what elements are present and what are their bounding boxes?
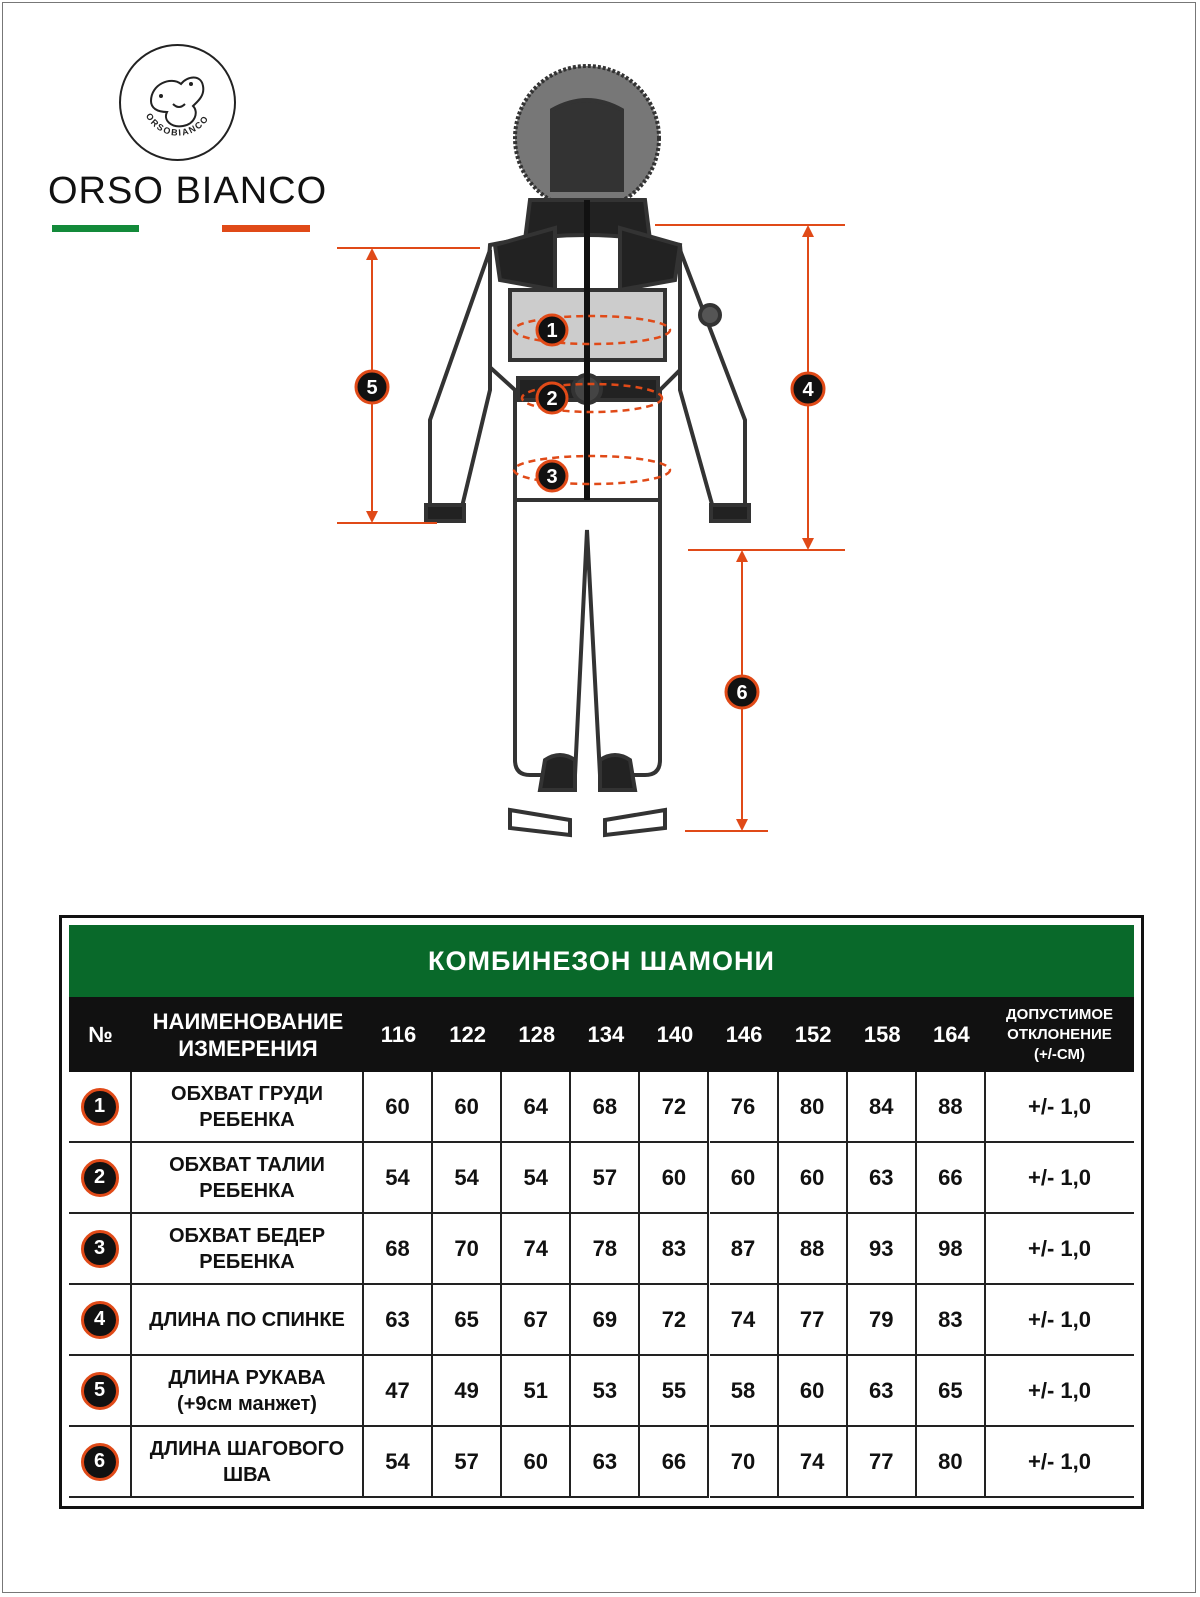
value-cell-size-164: 88 bbox=[917, 1072, 986, 1143]
value-cell-size-158: 63 bbox=[848, 1356, 917, 1427]
value-cell-size-158: 77 bbox=[848, 1427, 917, 1498]
row-number-badge: 4 bbox=[81, 1301, 119, 1339]
value-cell-size-134: 78 bbox=[571, 1214, 640, 1285]
value-cell-size-116: 60 bbox=[364, 1072, 433, 1143]
value-cell-size-122: 57 bbox=[433, 1427, 502, 1498]
header-size-140: 140 bbox=[656, 1021, 694, 1047]
row-number-badge: 5 bbox=[81, 1372, 119, 1410]
value-cell-size-164: 66 bbox=[917, 1143, 986, 1214]
value-cell-size-134: 63 bbox=[571, 1427, 640, 1498]
value-cell-size-158: 79 bbox=[848, 1285, 917, 1356]
measurement-name-cell bbox=[132, 1427, 364, 1498]
measurement-name-line1: ДЛИНА ПО СПИНКЕ bbox=[149, 1308, 345, 1331]
header-size-152: 152 bbox=[794, 1021, 832, 1047]
value-cell-size-152: 80 bbox=[779, 1072, 848, 1143]
row-number-cell bbox=[69, 1427, 132, 1498]
table-row bbox=[69, 1285, 1134, 1356]
value-cell-size-128: 51 bbox=[502, 1356, 571, 1427]
value-cell-size-140: 72 bbox=[640, 1072, 709, 1143]
measurement-name-line1: ОБХВАТ ГРУДИ bbox=[171, 1082, 323, 1105]
tolerance-cell: +/- 1,0 bbox=[985, 1285, 1134, 1356]
value-cell-size-146: 60 bbox=[710, 1143, 779, 1214]
value-cell-size-140: 60 bbox=[640, 1143, 709, 1214]
svg-text:1: 1 bbox=[546, 320, 558, 342]
value-cell-size-140: 55 bbox=[640, 1356, 709, 1427]
measurement-name-line2: РЕБЕНКА bbox=[199, 1250, 295, 1273]
value-cell-size-134: 69 bbox=[571, 1285, 640, 1356]
flag-red-stripe bbox=[222, 225, 310, 232]
value-cell-size-146: 76 bbox=[710, 1072, 779, 1143]
size-table bbox=[59, 915, 1144, 1509]
tolerance-cell: +/- 1,0 bbox=[985, 1072, 1134, 1143]
measurement-name-line1: ОБХВАТ ТАЛИИ bbox=[169, 1153, 325, 1176]
value-cell-size-158: 63 bbox=[848, 1143, 917, 1214]
value-cell-size-128: 60 bbox=[502, 1427, 571, 1498]
row-number-cell bbox=[69, 1072, 132, 1143]
marker-5 bbox=[356, 371, 388, 403]
header-num: № bbox=[88, 1021, 113, 1047]
header-tolerance bbox=[985, 997, 1134, 1072]
measurement-name-line2: (+9см манжет) bbox=[177, 1392, 317, 1415]
row-number-badge: 1 bbox=[81, 1088, 119, 1126]
value-cell-size-116: 63 bbox=[364, 1285, 433, 1356]
header-tol-line3: (+/-СМ) bbox=[1033, 1045, 1086, 1063]
polar-bear-icon bbox=[121, 46, 234, 159]
table-row bbox=[69, 1143, 1134, 1214]
marker-1 bbox=[537, 315, 567, 345]
value-cell-size-134: 53 bbox=[571, 1356, 640, 1427]
brand-name: ORSO BIANCO bbox=[48, 170, 328, 212]
value-cell-size-164: 98 bbox=[917, 1214, 986, 1285]
value-cell-size-140: 72 bbox=[640, 1285, 709, 1356]
header-size-122: 122 bbox=[449, 1021, 486, 1047]
tolerance-cell: +/- 1,0 bbox=[985, 1214, 1134, 1285]
header-name-line2: ИЗМЕРЕНИЯ bbox=[178, 1035, 318, 1061]
value-cell-size-116: 68 bbox=[364, 1214, 433, 1285]
value-cell-size-134: 57 bbox=[571, 1143, 640, 1214]
logo-arc-text: ORSOBIANCO bbox=[143, 111, 211, 138]
svg-text:ORSOBIANCO bbox=[144, 111, 211, 137]
value-cell-size-122: 65 bbox=[433, 1285, 502, 1356]
table-row bbox=[69, 1356, 1134, 1427]
value-cell-size-146: 58 bbox=[710, 1356, 779, 1427]
value-cell-size-146: 87 bbox=[710, 1214, 779, 1285]
value-cell-size-146: 70 bbox=[710, 1427, 779, 1498]
measurement-name-cell bbox=[132, 1285, 364, 1356]
measurement-name-cell bbox=[132, 1356, 364, 1427]
measurement-name-cell bbox=[132, 1072, 364, 1143]
tolerance-cell: +/- 1,0 bbox=[985, 1356, 1134, 1427]
row-number-cell bbox=[69, 1356, 132, 1427]
value-cell-size-122: 54 bbox=[433, 1143, 502, 1214]
measurement-name-line1: ДЛИНА ШАГОВОГО bbox=[149, 1437, 345, 1460]
value-cell-size-128: 67 bbox=[502, 1285, 571, 1356]
header-name-line1: НАИМЕНОВАНИЕ bbox=[152, 1008, 344, 1034]
header-size-134: 134 bbox=[587, 1021, 625, 1047]
marker-6 bbox=[726, 676, 758, 708]
value-cell-size-134: 68 bbox=[571, 1072, 640, 1143]
measurement-name-line1: ОБХВАТ БЕДЕР bbox=[168, 1224, 326, 1247]
value-cell-size-152: 74 bbox=[779, 1427, 848, 1498]
row-number-badge: 3 bbox=[81, 1230, 119, 1268]
header-size-128: 128 bbox=[518, 1021, 556, 1047]
value-cell-size-128: 74 bbox=[502, 1214, 571, 1285]
tolerance-cell: +/- 1,0 bbox=[985, 1427, 1134, 1498]
marker-2 bbox=[537, 383, 567, 413]
brand-logo bbox=[119, 44, 236, 161]
garment-drawing bbox=[426, 66, 749, 835]
value-cell-size-146: 74 bbox=[710, 1285, 779, 1356]
value-cell-size-128: 64 bbox=[502, 1072, 571, 1143]
value-cell-size-122: 60 bbox=[433, 1072, 502, 1143]
value-cell-size-164: 80 bbox=[917, 1427, 986, 1498]
value-cell-size-116: 47 bbox=[364, 1356, 433, 1427]
header-name bbox=[132, 997, 364, 1072]
row-number-cell bbox=[69, 1143, 132, 1214]
measurement-name-cell bbox=[132, 1143, 364, 1214]
value-cell-size-158: 93 bbox=[848, 1214, 917, 1285]
value-cell-size-140: 83 bbox=[640, 1214, 709, 1285]
marker-3 bbox=[537, 461, 567, 491]
header-tol-line1: ДОПУСТИМОЕ bbox=[1005, 1005, 1114, 1023]
row-number-cell bbox=[69, 1214, 132, 1285]
header-size-146: 146 bbox=[725, 1021, 763, 1047]
svg-text:2: 2 bbox=[546, 388, 558, 410]
measurement-name-line1: ДЛИНА РУКАВА bbox=[168, 1366, 326, 1389]
value-cell-size-164: 65 bbox=[917, 1356, 986, 1427]
value-cell-size-152: 77 bbox=[779, 1285, 848, 1356]
table-row bbox=[69, 1427, 1134, 1498]
value-cell-size-152: 88 bbox=[779, 1214, 848, 1285]
table-row bbox=[69, 1072, 1134, 1143]
row-number-badge: 2 bbox=[81, 1159, 119, 1197]
value-cell-size-152: 60 bbox=[779, 1143, 848, 1214]
tolerance-cell: +/- 1,0 bbox=[985, 1143, 1134, 1214]
measurement-name-line2: РЕБЕНКА bbox=[199, 1179, 295, 1202]
value-cell-size-152: 60 bbox=[779, 1356, 848, 1427]
value-cell-size-128: 54 bbox=[502, 1143, 571, 1214]
svg-text:4: 4 bbox=[802, 379, 814, 401]
value-cell-size-116: 54 bbox=[364, 1427, 433, 1498]
value-cell-size-158: 84 bbox=[848, 1072, 917, 1143]
value-cell-size-122: 70 bbox=[433, 1214, 502, 1285]
svg-text:6: 6 bbox=[736, 682, 748, 704]
header-tol-line2: ОТКЛОНЕНИЕ bbox=[1007, 1025, 1112, 1043]
measurement-name-line2: РЕБЕНКА bbox=[199, 1108, 295, 1131]
header-size-158: 158 bbox=[863, 1021, 901, 1047]
svg-text:3: 3 bbox=[546, 466, 558, 488]
value-cell-size-164: 83 bbox=[917, 1285, 986, 1356]
row-number-cell bbox=[69, 1285, 132, 1356]
flag-green-stripe bbox=[52, 225, 139, 232]
jumpsuit-illustration bbox=[330, 60, 870, 850]
header-size-116: 116 bbox=[380, 1021, 417, 1047]
measurement-name-line2: ШВА bbox=[223, 1463, 271, 1486]
value-cell-size-140: 66 bbox=[640, 1427, 709, 1498]
row-number-badge: 6 bbox=[81, 1443, 119, 1481]
header-size-164: 164 bbox=[932, 1021, 970, 1047]
table-title: КОМБИНЕЗОН ШАМОНИ bbox=[69, 925, 1134, 997]
value-cell-size-122: 49 bbox=[433, 1356, 502, 1427]
table-row bbox=[69, 1214, 1134, 1285]
measurement-name-cell bbox=[132, 1214, 364, 1285]
value-cell-size-116: 54 bbox=[364, 1143, 433, 1214]
marker-4 bbox=[792, 373, 824, 405]
table-header bbox=[69, 997, 1134, 1072]
svg-text:5: 5 bbox=[366, 377, 378, 399]
